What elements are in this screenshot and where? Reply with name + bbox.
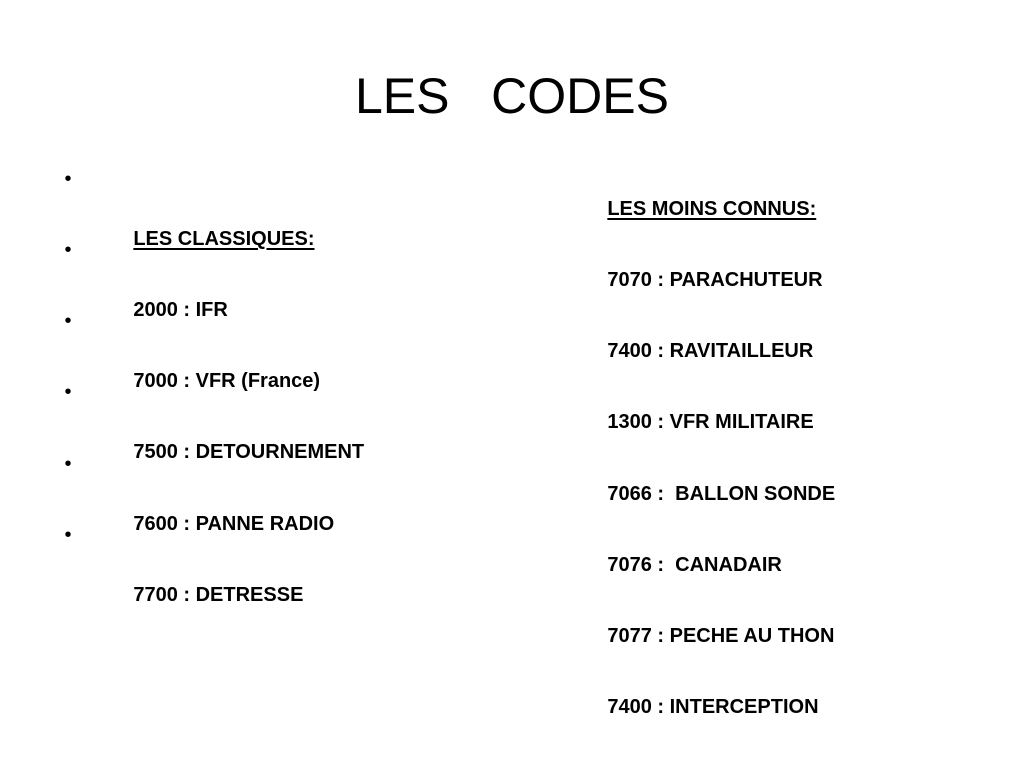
list-item (574, 377, 814, 433)
code-entry: 7700 : DETRESSE (133, 584, 304, 606)
code-entry: 7500 : DETOURNEMENT (133, 441, 365, 463)
list-item (64, 449, 335, 535)
list-item (574, 449, 836, 505)
classic-codes-heading: LES CLASSIQUES: (133, 228, 315, 250)
list-item-classic-heading (64, 164, 315, 250)
list-item (574, 235, 823, 291)
bullet-icon: • (64, 239, 72, 261)
list-item (64, 235, 228, 321)
list-item (574, 591, 835, 647)
code-entry: 7600 : PANNE RADIO (133, 513, 335, 535)
slide-title: LES CODES (355, 68, 669, 124)
bullet-icon: • (64, 310, 72, 332)
list-item (574, 662, 819, 718)
code-entry: 7076 : CANADAIR (607, 554, 782, 576)
code-entry: 7400 : INTERCEPTION (607, 696, 819, 718)
bullet-icon: • (64, 381, 72, 403)
code-entry: 7066 : BALLON SONDE (607, 483, 836, 505)
code-entry: 1300 : VFR MILITAIRE (607, 411, 814, 433)
bullet-icon: • (64, 453, 72, 475)
code-entry: 7070 : PARACHUTEUR (607, 269, 823, 291)
list-item (574, 520, 782, 576)
list-item (64, 306, 321, 392)
list-item (574, 306, 814, 362)
list-item (64, 520, 304, 606)
bullet-icon: • (64, 168, 72, 190)
code-entry: 7077 : PECHE AU THON (607, 625, 835, 647)
bullet-icon: • (64, 524, 72, 546)
lesser-known-codes-heading: LES MOINS CONNUS: (607, 198, 817, 220)
code-entry: 7400 : RAVITAILLEUR (607, 340, 814, 362)
list-item-lesser-known-heading (574, 164, 817, 220)
list-item (64, 377, 365, 463)
code-entry: 2000 : IFR (133, 299, 228, 321)
code-entry: 7000 : VFR (France) (133, 370, 321, 392)
